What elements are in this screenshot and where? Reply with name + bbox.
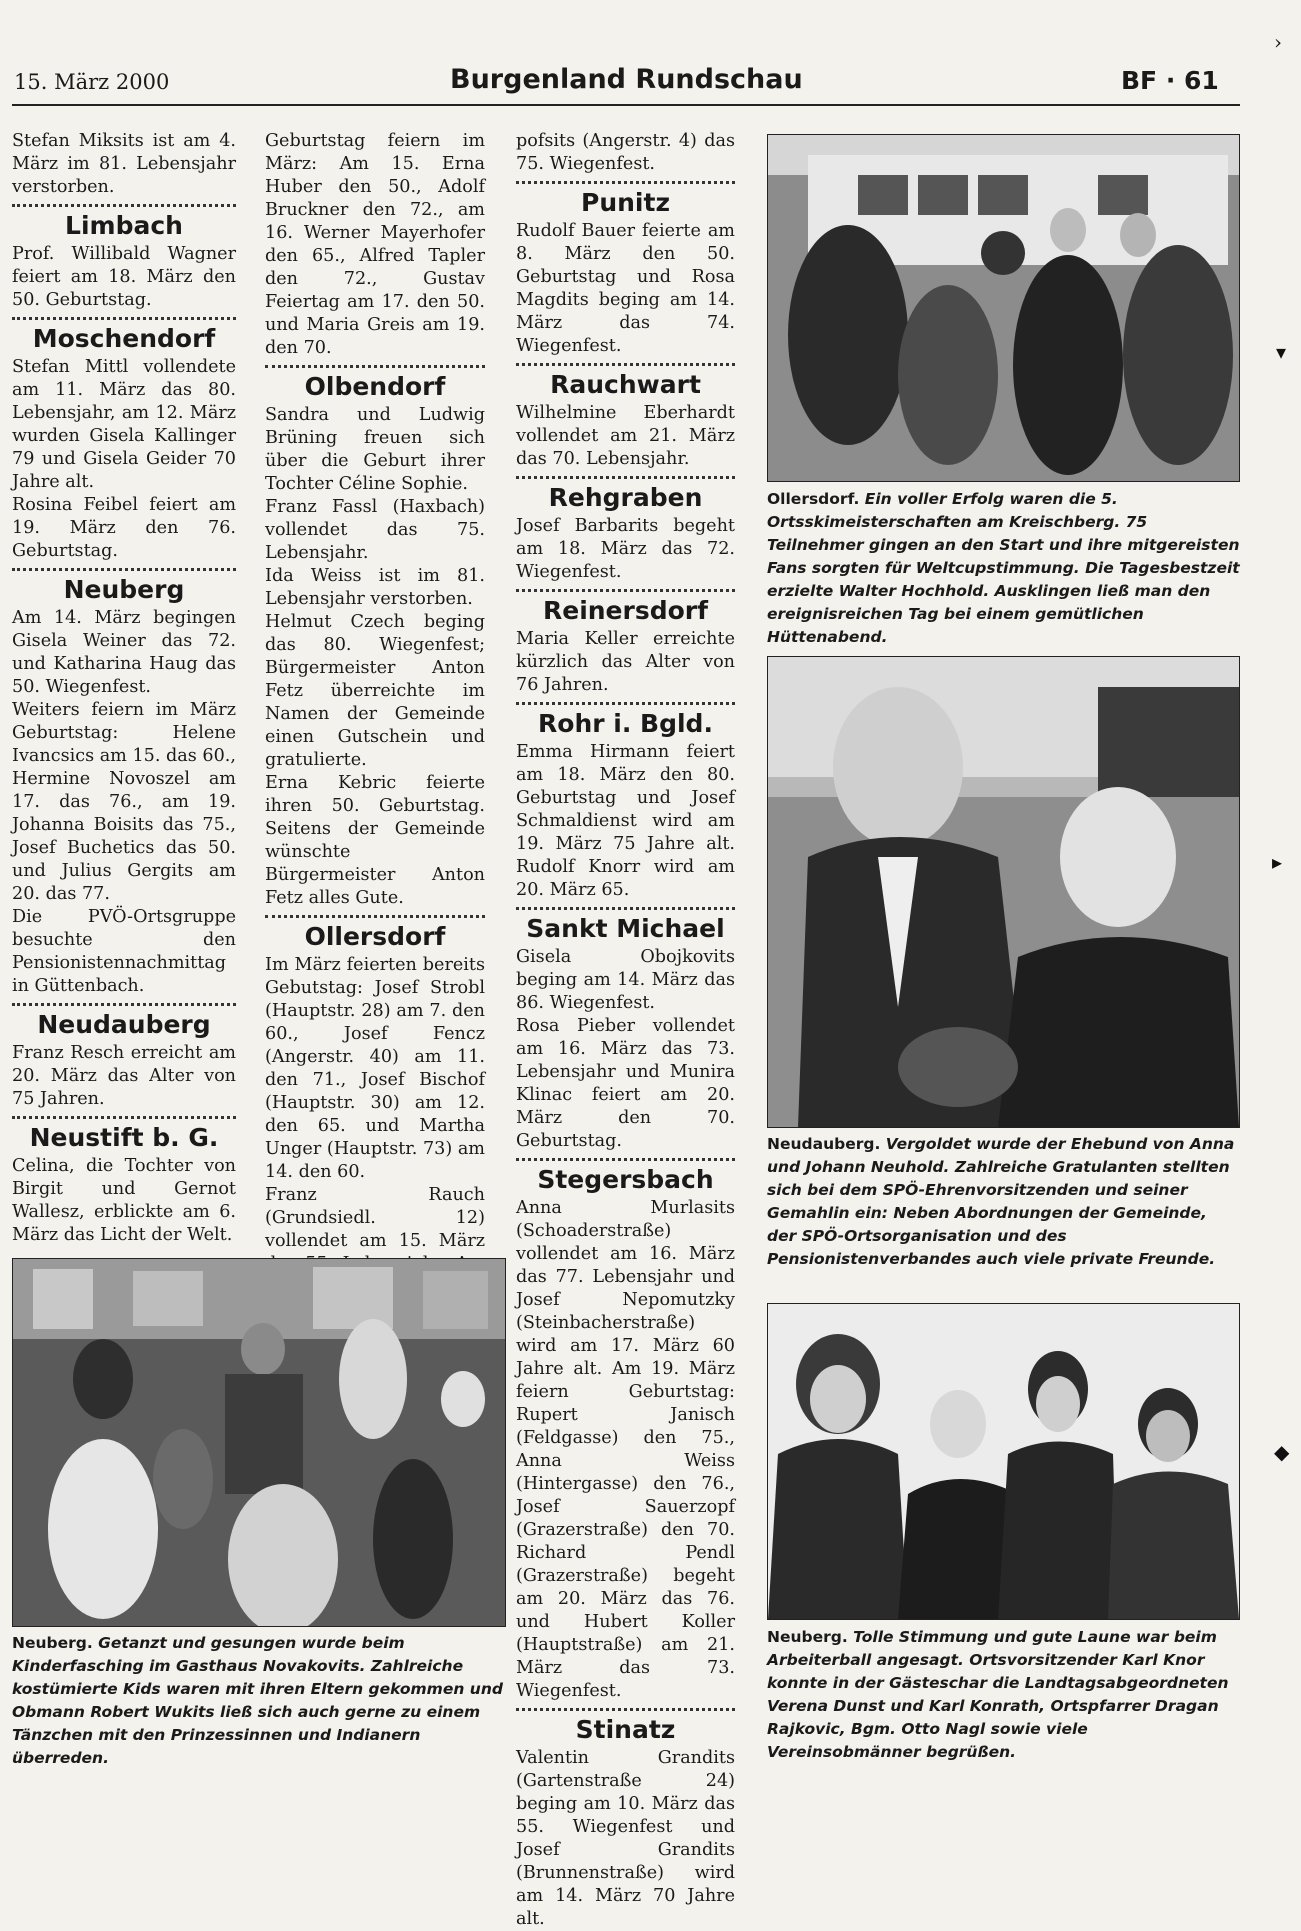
caption-lead: Ollersdorf. bbox=[767, 490, 860, 508]
dotted-separator bbox=[516, 363, 735, 366]
town-heading: Moschendorf bbox=[32, 324, 216, 353]
town-heading: Sankt Michael bbox=[526, 914, 725, 943]
article-text: Die PVÖ-Ortsgruppe besuchte den Pensionistennachmittag in Güttenbach. bbox=[12, 907, 236, 996]
town-heading: Neustift b. G. bbox=[29, 1123, 219, 1152]
photo-goldene-hochzeit bbox=[767, 656, 1240, 1128]
caption-goldene-hochzeit bbox=[767, 1133, 1240, 1271]
article-text: Helmut Czech beging das 80. Wiegenfest; Bürgermeister Anton Fetz überreichte im Namen der Gemeinde einen Gutschein und gratulierte. bbox=[265, 612, 485, 770]
article-text: Josef Barbarits begeht am 18. März das 72. Wiegenfest. bbox=[516, 516, 735, 582]
town-heading: Olbendorf bbox=[304, 372, 446, 401]
town-heading: Rehgraben bbox=[548, 483, 703, 512]
article-text: Celina, die Tochter von Birgit und Gernot Wallesz, erblickte am 6. März das Licht der Welt. bbox=[12, 1156, 236, 1245]
column-1 bbox=[12, 130, 236, 1247]
town-heading: Stinatz bbox=[575, 1715, 676, 1744]
article-text: Franz Rauch (Grundsiedl. 12) vollendet am 15. März bbox=[265, 1185, 485, 1251]
article-text: Anna Murlasits (Schoaderstraße) vollendet am 16. März das 77. Lebensjahr und Josef Nepomutzky (Steinbacherstraße) wird am 17. März 60 Jahre alt. Am 19. März feiern Geburtstag: Rupert Janisch (Feldgasse) den 75., Anna Weiss (Hintergasse) den 76., Josef Sauerzopf (Grazerstraße) den 70. Richard Pendl (Grazerstraße) begeht am 20. März das 76. und Hubert Koller (Hauptstraße) am 21. März das 73. Wiegenfest. bbox=[516, 1198, 735, 1701]
article-text: Geburtstag feiern im März: Am 15. Erna Huber den 50., Adolf Bruckner den 72., am 16. Werner Mayerhofer den 65., Alfred Tapler den 72., Gustav Feiertag am 17. den 50. und Maria Greis am 19. den 70. bbox=[265, 131, 485, 358]
dotted-separator bbox=[516, 181, 735, 184]
article-text: Prof. Willibald Wagner feiert am 18. März den 50. Geburtstag. bbox=[12, 244, 236, 310]
photo-arbeiterball bbox=[767, 1303, 1240, 1620]
margin-mark-icon: ◆ bbox=[1274, 1440, 1290, 1464]
column-3 bbox=[516, 130, 735, 1931]
article-text: Sandra und Ludwig Brüning freuen sich über die Geburt ihrer Tochter Céline Sophie. bbox=[265, 405, 485, 494]
article-text: pofsits (Angerstr. 4) das 75. Wiegenfest. bbox=[516, 131, 735, 174]
article-text: Im März feierten bereits Gebutstag: Josef Strobl (Hauptstr. 28) am 7. den 60., Josef Fencz (Angerstr. 40) am 11. den 71., Josef Bischof (Hauptstr. 30) am 12. den 65. und Martha Unger (Hauptstr. 73) am 14. den 60. bbox=[265, 955, 485, 1182]
dotted-separator bbox=[516, 907, 735, 910]
dotted-separator bbox=[516, 476, 735, 479]
newspaper-title: Burgenland Rundschau bbox=[450, 64, 803, 95]
photo-kinderfasching bbox=[12, 1258, 506, 1627]
caption-lead: Neuberg. bbox=[12, 1634, 93, 1652]
dotted-separator bbox=[265, 365, 485, 368]
article-text: Rosa Pieber vollendet am 16. März das 73. Lebensjahr und Munira Klinac feiert am 20. März den 70. Geburtstag. bbox=[516, 1016, 735, 1151]
dotted-separator bbox=[12, 1003, 236, 1006]
dotted-separator bbox=[516, 702, 735, 705]
town-heading: Reinersdorf bbox=[542, 596, 708, 625]
dotted-separator bbox=[516, 1708, 735, 1711]
caption-arbeiterball bbox=[767, 1626, 1240, 1764]
article-text: Rudolf Bauer feierte am 8. März den 50. Geburtstag und Rosa Magdits beging am 14. März das 74. Wiegenfest. bbox=[516, 221, 735, 356]
town-heading: Stegersbach bbox=[537, 1165, 714, 1194]
article-text: Emma Hirmann feiert am 18. März den 80. Geburtstag und Josef Schmaldienst wird am 19. März 75 Jahre alt. Rudolf Knorr wird am 20. März 65. bbox=[516, 742, 735, 900]
article-text: Gisela Obojkovits beging am 14. März das 86. Wiegenfest. bbox=[516, 947, 735, 1013]
caption-kinderfasching bbox=[12, 1632, 506, 1770]
dotted-separator bbox=[12, 317, 236, 320]
column-2 bbox=[265, 130, 485, 1368]
caption-text: Tolle Stimmung und gute Laune war beim Arbeiterball angesagt. Ortsvorsitzender Karl Knor konnte in der Gästeschar die Landtagsabgeordneten Verena Dunst und Karl Konrath, Ortspfarrer Dragan Rajkovic, Bgm. Otto Nagl sowie viele Vereinsobmänner begrüßen. bbox=[767, 1628, 1229, 1761]
margin-mark-icon: ▾ bbox=[1276, 340, 1287, 364]
town-heading: Neuberg bbox=[63, 575, 185, 604]
article-text: Wilhelmine Eberhardt vollendet am 21. März das 70. Lebensjahr. bbox=[516, 403, 735, 469]
caption-text: Getanzt und gesungen wurde beim Kinderfasching im Gasthaus Novakovits. Zahlreiche kostümierte Kids waren mit ihren Eltern gekommen und Obmann Robert Wukits ließ sich auch gerne zu einem Tänzchen mit den Prinzessinnen und Indianern überreden. bbox=[12, 1634, 503, 1767]
town-heading: Punitz bbox=[581, 188, 670, 217]
town-heading: Neudauberg bbox=[37, 1010, 211, 1039]
article-text: Maria Keller erreichte kürzlich das Alter von 76 Jahren. bbox=[516, 629, 735, 695]
margin-mark-icon: ▸ bbox=[1272, 850, 1283, 874]
page-number: BF · 61 bbox=[1121, 66, 1219, 95]
dotted-separator bbox=[516, 589, 735, 592]
issue-date: 15. März 2000 bbox=[14, 70, 170, 94]
caption-ortsskimeisterschaften bbox=[767, 488, 1240, 649]
town-heading: Rauchwart bbox=[550, 370, 701, 399]
dotted-separator bbox=[12, 1116, 236, 1119]
article-text: Stefan Mittl vollendete am 11. März das 80. Lebensjahr, am 12. März wurden Gisela Kallinger 79 und Gisela Geider 70 Jahre alt. bbox=[12, 357, 236, 492]
header-rule bbox=[12, 104, 1240, 106]
dotted-separator bbox=[265, 915, 485, 918]
town-heading: Limbach bbox=[65, 211, 183, 240]
article-text: Rosina Feibel feiert am 19. März den 76. Geburtstag. bbox=[12, 495, 236, 561]
article-text: Franz Resch erreicht am 20. März das Alter von 75 Jahren. bbox=[12, 1043, 236, 1109]
article-intro: Stefan Miksits ist am 4. März im 81. Lebensjahr verstorben. bbox=[12, 131, 236, 197]
photo-ortsskimeisterschaften bbox=[767, 134, 1240, 482]
margin-mark-icon: › bbox=[1274, 30, 1282, 54]
article-text: Franz Fassl (Haxbach) vollendet das 75. Lebensjahr. bbox=[265, 497, 485, 563]
article-text: Am 14. März begingen Gisela Weiner das 72. und Katharina Haug das 50. Wiegenfest. bbox=[12, 608, 236, 697]
caption-text: Vergoldet wurde der Ehebund von Anna und Johann Neuhold. Zahlreiche Gratulanten stellten sich bei dem SPÖ-Ehrenvorsitzenden und seiner Gemahlin ein: Neben Abordnungen der Gemeinde, der SPÖ-Ortsorganisation und des Pensionistenverbandes auch viele private Freunde. bbox=[767, 1135, 1235, 1268]
caption-text: Ein voller Erfolg waren die 5. Ortsskimeisterschaften am Kreischberg. 75 Teilnehmer gingen an den Start und ihre mitgereisten Fans sorgten für Weltcupstimmung. Die Tagesbestzeit erzielte Walter Hochhold. Ausklingen ließ man den ereignisreichen Tag bei einem gemütlichen Hüttenabend. bbox=[767, 490, 1240, 646]
article-text: Valentin Grandits (Gartenstraße 24) beging am 10. März das 55. Wiegenfest und Josef Grandits (Brunnenstraße) wird am 14. März 70 Jahre alt. bbox=[516, 1748, 735, 1929]
town-heading: Ollersdorf bbox=[304, 922, 446, 951]
dotted-separator bbox=[12, 568, 236, 571]
article-text: Erna Kebric feierte ihren 50. Geburtstag. Seitens der Gemeinde wünschte Bürgermeister Anton Fetz alles Gute. bbox=[265, 773, 485, 908]
dotted-separator bbox=[516, 1158, 735, 1161]
article-text: Ida Weiss ist im 81. Lebensjahr verstorben. bbox=[265, 566, 485, 609]
caption-lead: Neuberg. bbox=[767, 1628, 848, 1646]
dotted-separator bbox=[12, 204, 236, 207]
caption-lead: Neudauberg. bbox=[767, 1135, 881, 1153]
town-heading: Rohr i. Bgld. bbox=[538, 709, 713, 738]
article-text: Weiters feiern im März Geburtstag: Helene Ivancsics am 15. das 60., Hermine Novoszel am 17. das 76., am 19. Johanna Boisits das 75., Josef Buchetics das 50. und Julius Gergits am 20. das 77. bbox=[12, 700, 236, 904]
